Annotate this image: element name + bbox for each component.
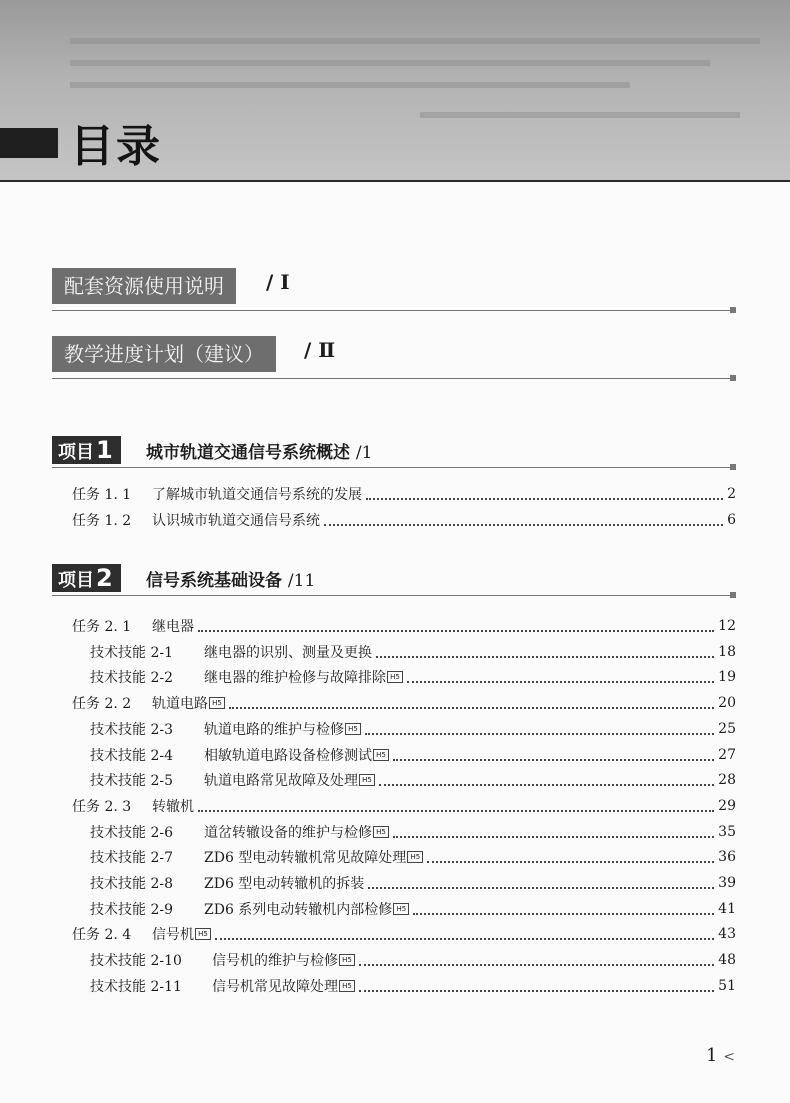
- entry-title: 了解城市轨道交通信号系统的发展: [152, 487, 362, 503]
- leader-dots: [376, 655, 714, 658]
- entry-number: 技术技能 2-6: [90, 825, 173, 841]
- title-marker: [0, 128, 58, 158]
- entry-number: 技术技能 2-7: [90, 850, 173, 866]
- toc-subentry[interactable]: [90, 974, 736, 998]
- media-resource-icon[interactable]: H5: [339, 980, 355, 992]
- entry-page: 48: [718, 952, 736, 968]
- header-texture: [70, 82, 630, 88]
- media-resource-icon[interactable]: H5: [407, 851, 423, 863]
- entry-page: 25: [718, 721, 736, 737]
- media-resource-icon[interactable]: H5: [345, 723, 361, 735]
- entry-page: 12: [718, 618, 736, 634]
- entry-number: 技术技能 2-8: [90, 876, 173, 892]
- header-texture: [70, 60, 710, 66]
- entry-title: 相敏轨道电路设备检修测试: [204, 748, 372, 764]
- leader-dots: [393, 835, 714, 838]
- rule-end-marker: [730, 464, 736, 470]
- media-resource-icon[interactable]: H5: [387, 671, 403, 683]
- toc-subentry[interactable]: [90, 897, 736, 921]
- project-badge-label: 项目: [58, 570, 94, 591]
- entry-page: 41: [718, 901, 736, 917]
- leader-dots: [413, 912, 714, 915]
- entry-title: 信号机: [152, 927, 194, 943]
- entry-title: 信号机的维护与检修: [212, 953, 338, 969]
- toc-section-schedule[interactable]: [52, 330, 736, 380]
- entry-page: 20: [718, 695, 736, 711]
- project-page: /1: [355, 443, 373, 463]
- entry-page: 27: [718, 747, 736, 763]
- toc-section-resources[interactable]: [52, 262, 736, 312]
- entry-title: 继电器的识别、测量及更换: [204, 645, 372, 661]
- entry-number: 技术技能 2-10: [90, 953, 182, 969]
- entry-page: 39: [718, 875, 736, 891]
- media-resource-icon[interactable]: H5: [373, 749, 389, 761]
- section-rule: [52, 310, 732, 311]
- leader-dots: [215, 937, 714, 940]
- project-rule: [52, 595, 732, 596]
- leader-dots: [379, 783, 714, 786]
- leader-dots: [198, 809, 714, 812]
- section-label: 教学进度计划（建议）: [52, 336, 276, 372]
- media-resource-icon[interactable]: H5: [359, 774, 375, 786]
- project-title-line: [146, 566, 315, 591]
- leader-dots: [393, 758, 714, 761]
- entry-title: 转辙机: [152, 799, 194, 815]
- entry-number: 技术技能 2-11: [90, 979, 182, 995]
- section-page: / I: [266, 270, 290, 294]
- toc-subentry[interactable]: [90, 820, 736, 844]
- entry-title: 信号机常见故障处理: [212, 979, 338, 995]
- toc-entry[interactable]: [72, 691, 736, 715]
- toc-subentry[interactable]: [90, 871, 736, 895]
- toc-entry[interactable]: [72, 614, 736, 638]
- header-texture: [70, 38, 760, 44]
- leader-dots: [324, 523, 723, 526]
- toc-entry[interactable]: [72, 508, 736, 532]
- project-badge-number: 2: [96, 564, 113, 592]
- entry-number: 任务 2. 1: [72, 619, 132, 635]
- toc-entry[interactable]: [72, 482, 736, 506]
- entry-page: 18: [718, 644, 736, 660]
- header-divider: [0, 180, 790, 182]
- header-banner: [0, 0, 790, 180]
- rule-end-marker: [730, 592, 736, 598]
- section-rule: [52, 378, 732, 379]
- project-badge: [52, 436, 121, 464]
- leader-dots: [427, 860, 714, 863]
- leader-dots: [366, 497, 723, 500]
- entry-title: 继电器: [152, 619, 194, 635]
- entry-number: 任务 2. 3: [72, 799, 132, 815]
- entry-title: 轨道电路常见故障及处理: [204, 773, 358, 789]
- leader-dots: [368, 886, 714, 889]
- toc-subentry[interactable]: [90, 948, 736, 972]
- entry-page: 6: [727, 512, 736, 528]
- header-texture: [420, 112, 740, 118]
- media-resource-icon[interactable]: H5: [209, 697, 225, 709]
- leader-dots: [198, 629, 714, 632]
- entry-title: 继电器的维护检修与故障排除: [204, 670, 386, 686]
- entry-title: ZD6 型电动转辙机的拆装: [204, 876, 365, 892]
- page-title: 目录: [70, 121, 162, 172]
- entry-page: 36: [718, 849, 736, 865]
- toc-subentry[interactable]: [90, 717, 736, 741]
- toc-subentry[interactable]: [90, 665, 736, 689]
- leader-dots: [359, 989, 714, 992]
- entry-page: 2: [727, 486, 736, 502]
- media-resource-icon[interactable]: H5: [393, 903, 409, 915]
- project-badge-label: 项目: [58, 442, 94, 463]
- section-page: / Ⅱ: [304, 338, 336, 362]
- entry-title: 道岔转辙设备的维护与检修: [204, 825, 372, 841]
- entry-number: 技术技能 2-1: [90, 645, 173, 661]
- project-title-line: [146, 438, 372, 463]
- project-title: 城市轨道交通信号系统概述: [146, 443, 350, 463]
- entry-page: 28: [718, 772, 736, 788]
- section-label: 配套资源使用说明: [52, 268, 236, 304]
- toc-subentry[interactable]: [90, 768, 736, 792]
- project-header-1[interactable]: [52, 434, 736, 472]
- entry-title: 轨道电路的维护与检修: [204, 722, 344, 738]
- media-resource-icon[interactable]: H5: [339, 954, 355, 966]
- entry-title: 认识城市轨道交通信号系统: [152, 513, 320, 529]
- project-title: 信号系统基础设备: [146, 571, 282, 591]
- entry-number: 技术技能 2-9: [90, 902, 173, 918]
- entry-number: 任务 1. 1: [72, 487, 132, 503]
- toc-entry[interactable]: [72, 922, 736, 946]
- leader-dots: [359, 963, 714, 966]
- toc-subentry[interactable]: [90, 640, 736, 664]
- page-footer: [706, 1045, 735, 1066]
- entry-number: 任务 2. 4: [72, 927, 132, 943]
- entry-page: 19: [718, 669, 736, 685]
- entry-title: ZD6 系列电动转辙机内部检修: [204, 902, 393, 918]
- entry-title: 轨道电路: [152, 696, 208, 712]
- project-badge-number: 1: [96, 436, 113, 464]
- entry-page: 29: [718, 798, 736, 814]
- entry-page: 51: [718, 978, 736, 994]
- entry-number: 技术技能 2-2: [90, 670, 173, 686]
- rule-end-marker: [730, 375, 736, 381]
- rule-end-marker: [730, 307, 736, 313]
- entry-number: 任务 1. 2: [72, 513, 132, 529]
- entry-page: 43: [718, 926, 736, 942]
- project-rule: [52, 467, 732, 468]
- leader-dots: [407, 680, 714, 683]
- entry-page: 35: [718, 824, 736, 840]
- media-resource-icon[interactable]: H5: [373, 826, 389, 838]
- page-arrow-icon: <: [723, 1049, 735, 1065]
- media-resource-icon[interactable]: H5: [195, 928, 211, 940]
- entry-number: 任务 2. 2: [72, 696, 132, 712]
- project-badge: [52, 564, 121, 592]
- entry-number: 技术技能 2-4: [90, 748, 173, 764]
- toc-entry[interactable]: [72, 794, 736, 818]
- project-page: /11: [287, 571, 316, 591]
- leader-dots: [229, 706, 714, 709]
- project-header-2[interactable]: [52, 562, 736, 600]
- toc-subentry[interactable]: [90, 743, 736, 767]
- entry-number: 技术技能 2-3: [90, 722, 173, 738]
- leader-dots: [365, 732, 714, 735]
- entry-number: 技术技能 2-5: [90, 773, 173, 789]
- page-number: 1: [706, 1045, 718, 1066]
- entry-title: ZD6 型电动转辙机常见故障处理: [204, 850, 407, 866]
- toc-subentry[interactable]: [90, 845, 736, 869]
